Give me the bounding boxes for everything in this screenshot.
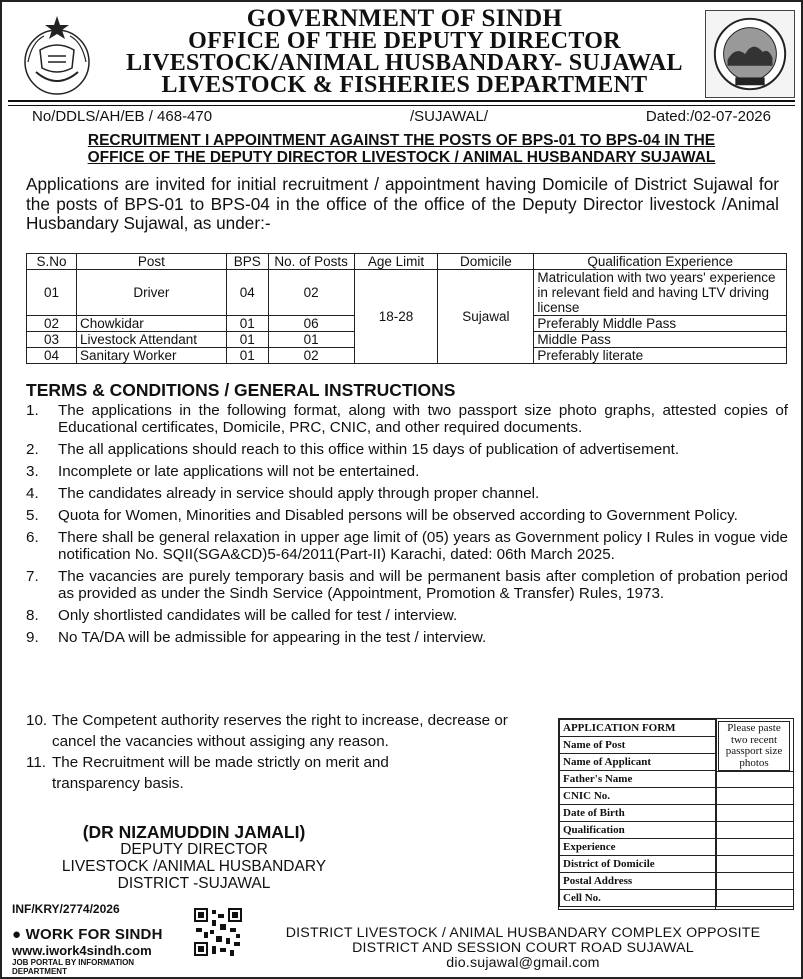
signatory-title: DEPUTY DIRECTOR xyxy=(120,841,268,858)
cell-post: Livestock Attendant xyxy=(76,332,226,348)
cell-sno: 03 xyxy=(27,332,77,348)
brand-name: WORK FOR SINDH xyxy=(25,926,163,943)
term-number: 7. xyxy=(26,568,39,585)
cell-post: Chowkidar xyxy=(76,316,226,332)
col-header-age: Age Limit xyxy=(354,254,438,270)
brand-url: www.iwork4sindh.com xyxy=(12,943,152,958)
sindh-government-emblem xyxy=(14,12,100,98)
term-text: The Competent authority reserves the right to increase, decrease or cancel the vacancies without assiging any reason. xyxy=(52,712,508,750)
term-number: 3. xyxy=(26,463,39,480)
cell-posts: 06 xyxy=(268,316,354,332)
term-text: The Recruitment will be made strictly on merit and transparency basis. xyxy=(52,754,389,792)
term-text: Only shortlisted candidates will be called for test / interview. xyxy=(58,607,458,624)
intro-paragraph: Applications are invited for initial recruitment / appointment having Domicile of District Sujawal for the posts of BPS-01 to BPS-04 in the office of the office of the Deputy Director livestock /Animal Husbandary Sujawal, as under:- xyxy=(26,174,779,233)
term-number: 8. xyxy=(26,607,39,624)
header-titles xyxy=(108,5,701,98)
cell-domicile: Sujawal xyxy=(438,270,534,364)
address-line-1: DISTRICT LIVESTOCK / ANIMAL HUSBANDARY COMPLEX OPPOSITE xyxy=(285,925,761,941)
form-field-label: Qualification xyxy=(560,822,717,839)
col-header-post: Post xyxy=(76,254,226,270)
form-field-label: Cell No. xyxy=(560,890,717,907)
table-row xyxy=(27,270,787,316)
terms-heading: TERMS & CONDITIONS / GENERAL INSTRUCTIONS xyxy=(26,380,456,400)
cell-bps: 01 xyxy=(226,332,268,348)
term-number: 10. xyxy=(26,712,48,729)
form-field-label: Father's Name xyxy=(560,771,717,788)
term-number: 11. xyxy=(26,754,46,771)
posts-table xyxy=(26,253,787,364)
reference-number: No/DDLS/AH/EB / 468-470 xyxy=(32,108,213,125)
address-line-2: DISTRICT AND SESSION COURT ROAD SUJAWAL xyxy=(352,940,694,956)
list-item xyxy=(26,710,546,752)
list-item xyxy=(26,752,546,794)
list-item xyxy=(26,529,788,563)
cell-age-limit: 18-28 xyxy=(354,270,438,364)
col-header-qualification: Qualification Experience xyxy=(534,254,787,270)
application-form-title: APPLICATION FORM xyxy=(560,720,717,737)
col-header-bps: BPS xyxy=(226,254,268,270)
form-field-label: CNIC No. xyxy=(560,788,717,805)
term-text: There shall be general relaxation in upper age limit of (05) years as Government policy I Rules in vogue vide notification No. SQII(SGA&CD)5-64/2011(Part-II) Karachi, dated: 06th March 2025. xyxy=(58,529,788,563)
header-line-4: LIVESTOCK & FISHERIES DEPARTMENT xyxy=(161,72,648,98)
term-number: 4. xyxy=(26,485,39,502)
term-text: The candidates already in service should apply through proper channel. xyxy=(58,485,540,502)
contact-email: dio.sujawal@gmail.com xyxy=(446,955,600,971)
terms-list xyxy=(26,402,788,651)
inf-number: INF/KRY/2774/2026 xyxy=(12,902,120,916)
signatory-dept: LIVESTOCK /ANIMAL HUSBANDARY xyxy=(61,858,327,875)
reference-date: Dated:/02-07-2026 xyxy=(645,108,771,125)
cell-bps: 01 xyxy=(226,316,268,332)
application-form-fields xyxy=(559,719,717,907)
col-header-posts: No. of Posts xyxy=(268,254,354,270)
header-divider xyxy=(8,100,795,106)
photo-placeholder: Please paste two recent passport size photos xyxy=(718,721,790,771)
cell-post: Sanitary Worker xyxy=(76,348,226,364)
term-number: 5. xyxy=(26,507,39,524)
term-text: The applications in the following format, along with two passport size photo graphs, attested copies of Educational certificates, Domicile, PRC, CNIC, and other required documents. xyxy=(58,402,788,436)
cell-sno: 01 xyxy=(27,270,77,316)
work-for-sindh-logo xyxy=(12,926,188,976)
terms-list-continued xyxy=(26,710,546,794)
cell-posts: 01 xyxy=(268,332,354,348)
term-text: The all applications should reach to this office within 15 days of publication of advertisement. xyxy=(58,441,680,458)
form-field-label: District of Domicile xyxy=(560,856,717,873)
list-item xyxy=(26,607,788,624)
list-item xyxy=(26,629,788,646)
list-item xyxy=(26,485,788,502)
reference-line xyxy=(32,108,771,126)
cell-sno: 04 xyxy=(27,348,77,364)
cell-qualification: Matriculation with two years' experience in relevant field and having LTV driving license xyxy=(534,270,787,316)
term-text: The vacancies are purely temporary basis and will be permanent basis after completion of probation period as provided as under the Sindh Service (Appointment, Promotion & Transfer) Rules, 1973. xyxy=(58,568,788,602)
table-header-row xyxy=(27,254,787,270)
term-text: Quota for Women, Minorities and Disabled persons will be observed according to Government Policy. xyxy=(58,507,738,524)
subject-heading xyxy=(22,132,781,166)
form-field-label: Experience xyxy=(560,839,717,856)
cell-bps: 01 xyxy=(226,348,268,364)
cell-post: Driver xyxy=(76,270,226,316)
subject-line-2: OFFICE OF THE DEPUTY DIRECTOR LIVESTOCK / ANIMAL HUSBANDARY SUJAWAL xyxy=(87,149,716,166)
office-address xyxy=(256,926,790,971)
livestock-department-seal xyxy=(705,10,795,98)
list-item xyxy=(26,463,788,480)
list-item xyxy=(26,441,788,458)
application-form xyxy=(558,718,794,910)
cell-posts: 02 xyxy=(268,348,354,364)
cell-posts: 02 xyxy=(268,270,354,316)
header-line-2: OFFICE OF THE DEPUTY DIRECTOR xyxy=(188,28,621,54)
term-number: 9. xyxy=(26,629,39,646)
header xyxy=(8,5,797,100)
signatory-district: DISTRICT -SUJAWAL xyxy=(117,875,271,892)
term-text: No TA/DA will be admissible for appearing in the test / interview. xyxy=(58,629,487,646)
form-field-label: Postal Address xyxy=(560,873,717,890)
list-item xyxy=(26,568,788,602)
list-item xyxy=(26,507,788,524)
reference-city: /SUJAWAL/ xyxy=(410,108,489,125)
signatory-name: (DR NIZAMUDDIN JAMALI) xyxy=(82,822,306,842)
term-number: 6. xyxy=(26,529,39,546)
form-field-label: Name of Post xyxy=(560,737,717,754)
header-line-1: GOVERNMENT OF SINDH xyxy=(246,5,563,32)
signature-block xyxy=(24,824,364,892)
cell-sno: 02 xyxy=(27,316,77,332)
list-item xyxy=(26,402,788,436)
col-header-sno: S.No xyxy=(27,254,77,270)
form-field-label: Date of Birth xyxy=(560,805,717,822)
col-header-domicile: Domicile xyxy=(438,254,534,270)
term-number: 2. xyxy=(26,441,39,458)
header-line-3: LIVESTOCK/ANIMAL HUSBANDARY- SUJAWAL xyxy=(126,50,683,76)
subject-line-1: RECRUITMENT I APPOINTMENT AGAINST THE POSTS OF BPS-01 TO BPS-04 IN THE xyxy=(87,132,716,149)
cell-qualification: Middle Pass xyxy=(534,332,787,348)
cell-bps: 04 xyxy=(226,270,268,316)
qr-code-icon xyxy=(192,906,244,958)
cell-qualification: Preferably Middle Pass xyxy=(534,316,787,332)
form-field-label: Name of Applicant xyxy=(560,754,717,771)
person-icon: ● xyxy=(12,926,22,943)
brand-tagline: JOB PORTAL BY INFORMATION DEPARTMENT xyxy=(12,958,135,976)
term-number: 1. xyxy=(26,402,39,419)
cell-qualification: Preferably literate xyxy=(534,348,787,364)
term-text: Incomplete or late applications will not be entertained. xyxy=(58,463,420,480)
